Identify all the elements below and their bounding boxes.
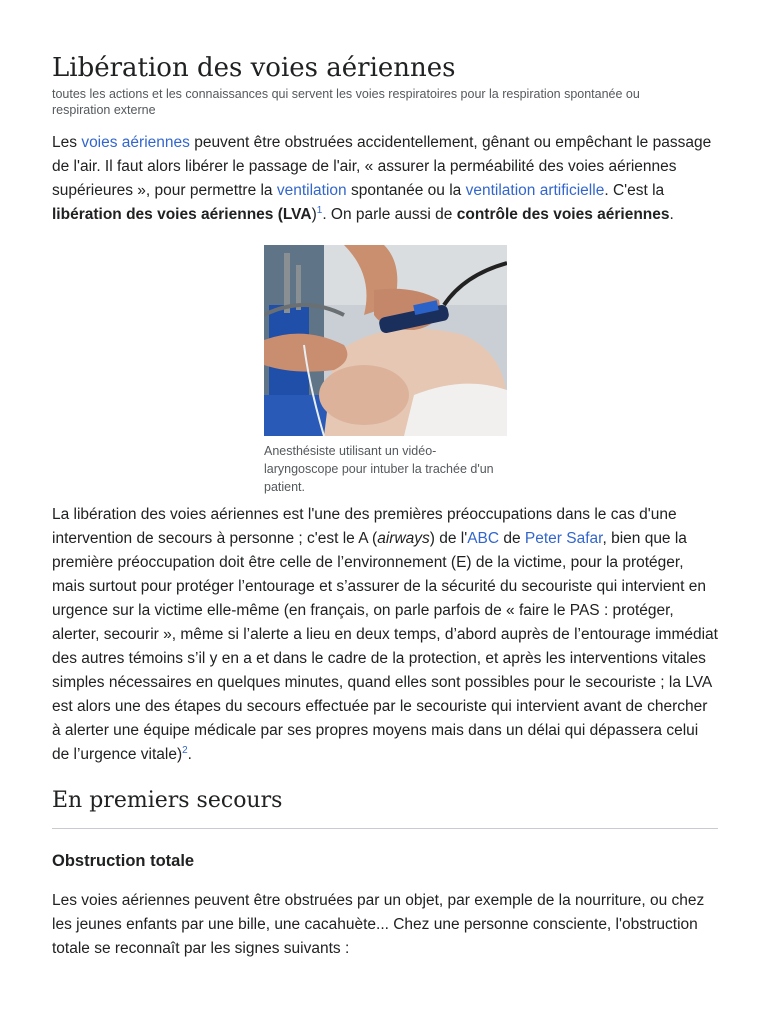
subsection-heading: Obstruction totale <box>52 852 195 870</box>
paragraph-3: Les voies aériennes peuvent être obstruées par un objet, par exemple de la nourriture, ou chez les jeunes enfants par une bille, une cacahuète... Chez une personne consciente, l'obstruction totale se reconnaît par les signes suivants : <box>52 892 705 957</box>
link-abc[interactable]: ABC <box>467 530 500 547</box>
bold-term-lva: libération des voies aériennes (LVA <box>52 206 312 223</box>
intro-paragraph <box>52 131 718 227</box>
link-peter-safar[interactable]: Peter Safar <box>524 530 603 547</box>
text: peuvent être obstruées accidentellement, gênant ou empêchant le passage de l'air. Il faut alors libérer le passage de l'air, « assurer la perméabilité des voies aériennes supérieures », pour permettre la <box>52 134 712 199</box>
photo-videolaryngoscope[interactable] <box>264 245 507 436</box>
text: Les <box>52 134 82 151</box>
text: ) <box>311 206 317 223</box>
text: . <box>187 746 192 763</box>
photo-illustration <box>264 245 507 436</box>
link-voies-aeriennes[interactable]: voies aériennes <box>81 134 190 151</box>
text: , bien que la première préoccupation doit être celle de l’environnement (E) de la victime, pour la protéger, mais surtout pour protéger l’entourage et s’assurer de la sécurité du secouriste qui intervient en urgence sur la victime elle-même (en français, on parle parfois de « faire le PAS : protéger, alerter, secourir », même si l’alerte a lieu en deux temps, d’abord auprès de l’entourage immédiat des autres témoins s’il y en a et dans le cadre de la protection, et après les interventions vitales simples nécessaires en quelques minutes, quand elles sont possibles pour le secouriste ; la LVA est alors une des étapes du secours effectuée par le secouriste qui intervient avant de chercher à alerter une équipe médicale par ses propres moyens mais dans un délai qui dépassera celui de l’urgence vitale) <box>52 530 718 763</box>
paragraph-2 <box>52 503 718 767</box>
figure <box>264 245 507 496</box>
text: . C'est la <box>604 182 665 199</box>
text: La libération des voies aériennes est l'une des premières préoccupations dans le cas d'une intervention de secours à personne ; c'est le A ( <box>52 506 677 547</box>
figure-caption: Anesthésiste utilisant un vidéo-laryngoscope pour intuber la trachée d'un patient. <box>264 444 494 494</box>
page-title: Libération des voies aériennes <box>52 53 456 83</box>
reference-2[interactable]: 2 <box>182 744 188 756</box>
page-subtitle: toutes les actions et les connaissances qui servent les voies respiratoires pour la respiration spontanée ou respiration externe <box>52 87 640 117</box>
text: spontanée ou la <box>346 182 466 199</box>
text: ) de l' <box>429 530 468 547</box>
section-heading: En premiers secours <box>52 786 718 829</box>
link-ventilation-artificielle[interactable]: ventilation artificielle <box>465 182 605 199</box>
text: . On parle aussi de <box>322 206 457 223</box>
italic-term-airways: airways <box>377 530 430 547</box>
text: . <box>669 206 674 223</box>
reference-1[interactable]: 1 <box>316 204 323 216</box>
text: de <box>499 530 525 547</box>
link-ventilation[interactable]: ventilation <box>276 182 347 199</box>
bold-term-controle: contrôle des voies aériennes <box>456 206 670 223</box>
